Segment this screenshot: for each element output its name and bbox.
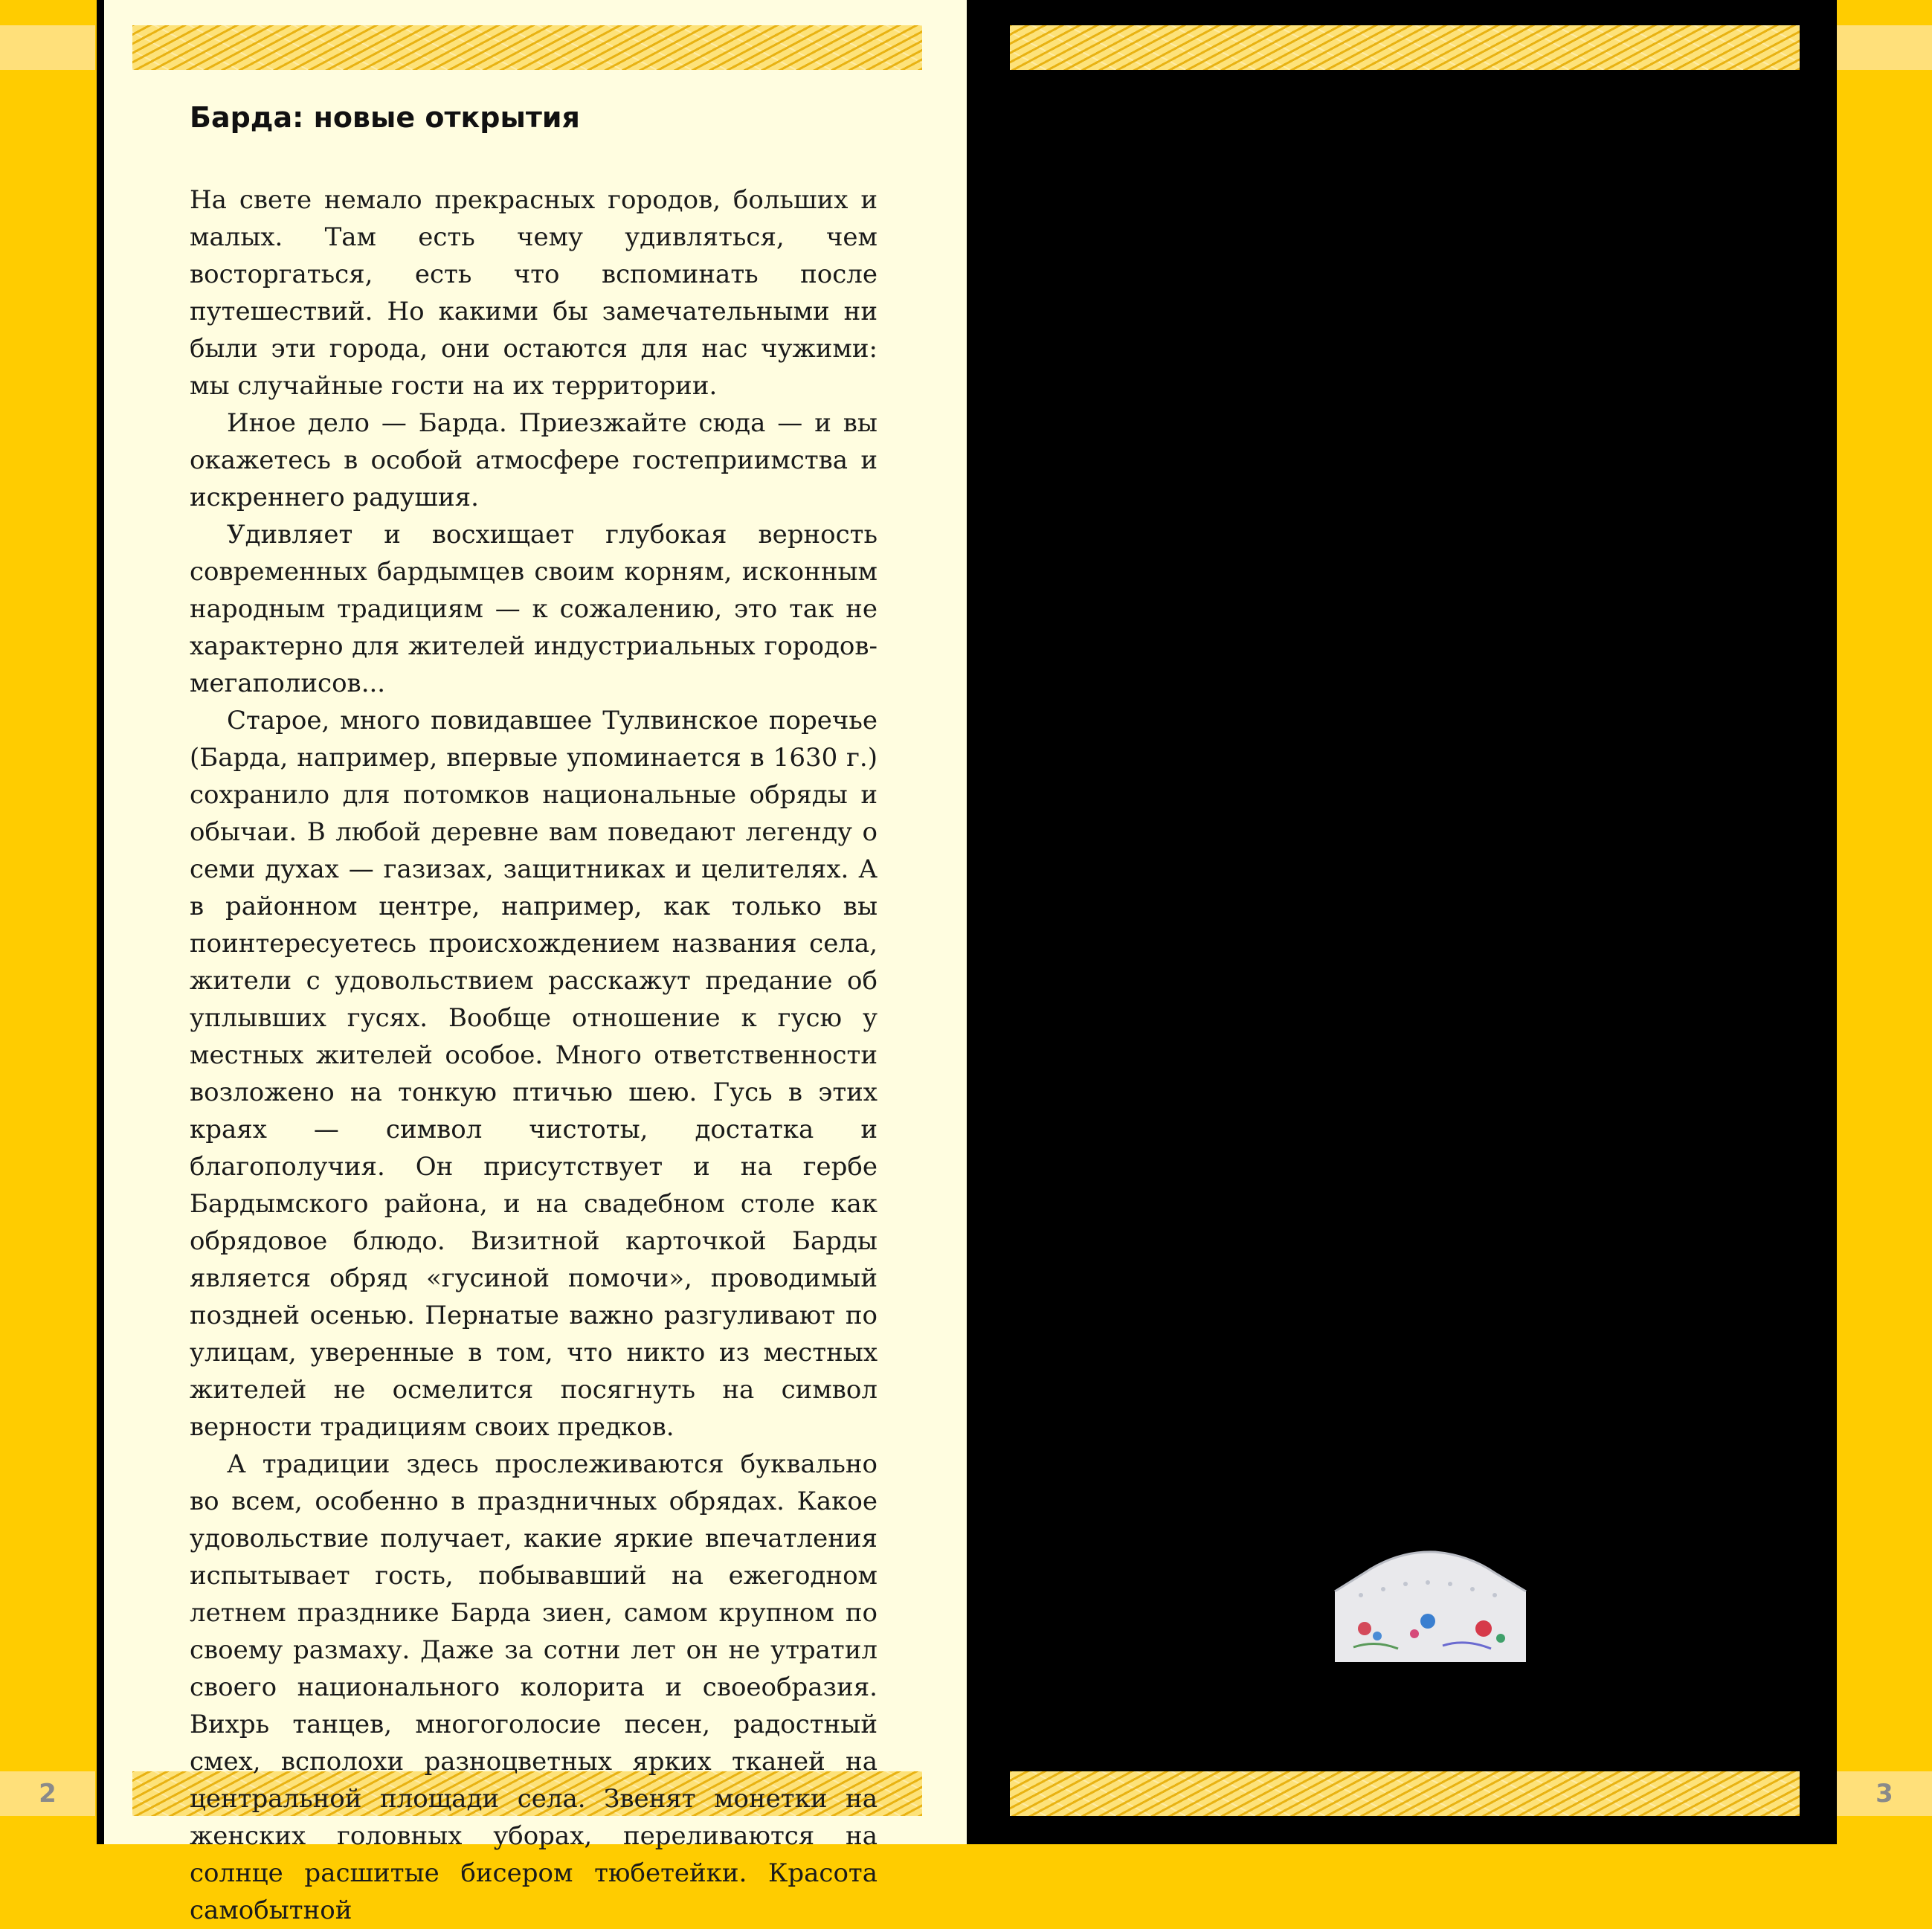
article-paragraph-5: А традиции здесь прослеживаются буквально во всем, особенно в праздничных обрядах. Какое удовольствие получает, какие яркие впечатления испытывает гость, побывавший на ежегодном летнем празднике Барда зиен, самом крупном по своему размаху. Даже за сотни лет он не утратил своего национального колорита и своеобразия. Вихрь танцев, многоголосие песен, радостный смех, всполохи разноцветных ярких тканей на центральной площади села. Звенят монетки на женских головных уборах, переливаются на солнце расшитые бисером тюбетейки. Красота самобытной [190,1449,878,1925]
embroidered-skullcap-image [1331,1550,1528,1666]
page-number-right: 3 [1875,1779,1893,1809]
wave-band-bottom-right [1010,1771,1800,1816]
article-paragraph-2: Иное дело — Барда. Приезжайте сюда — и вы окажетесь в особой атмосфере гостеприимства и искреннего радушия. [190,408,878,512]
page-number-left: 2 [39,1779,57,1809]
wave-band-top-left [132,25,922,70]
right-margin-strip-top [1837,25,1932,70]
wave-band-top-right [1010,25,1800,70]
left-margin-strip-top [0,25,95,70]
article-heading: Барда: новые открытия [190,101,580,134]
article-paragraph-4: Старое, много повидавшее Тулвинское поречье (Барда, например, впервые упоминается в 1630 г.) сохранило для потомков национальные обряды и обычаи. В любой деревне вам поведают легенду о семи духах — газизах, защитниках и целителях. А в районном центре, например, как только вы поинтересуетесь происхождением названия села, жители с удовольствием расскажут предание об уплывших гусях. Вообще отношение к гусю у местных жителей особое. Много ответственности возложено на тонкую птичью шею. Гусь в этих краях — символ чистоты, достатка и благополучия. Он присутствует и на гербе Бардымского района, и на свадебном столе как обрядовое блюдо. Визитной карточкой Барды является обряд «гусиной помочи», проводимый поздней осенью. Пернатые важно разгуливают по улицам, уверенные в том, что никто из местных жителей не осмелится посягнуть на символ верности традициям своих предков. [190,706,878,1442]
article-paragraph-1: На свете немало прекрасных городов, больших и малых. Там есть чему удивляться, чем восторгаться, есть что вспоминать после путешествий. Но какими бы замечательными ни были эти города, они остаются для нас чужими: мы случайные гости на их территории. [190,185,878,401]
article-body [190,181,878,1929]
article-paragraph-3: Удивляет и восхищает глубокая верность современных бардымцев своим корням, исконным народным традициям — к сожалению, это так не характерно для жителей индустриальных городов-мегаполисов... [190,520,878,698]
left-page-edge [97,0,104,1844]
